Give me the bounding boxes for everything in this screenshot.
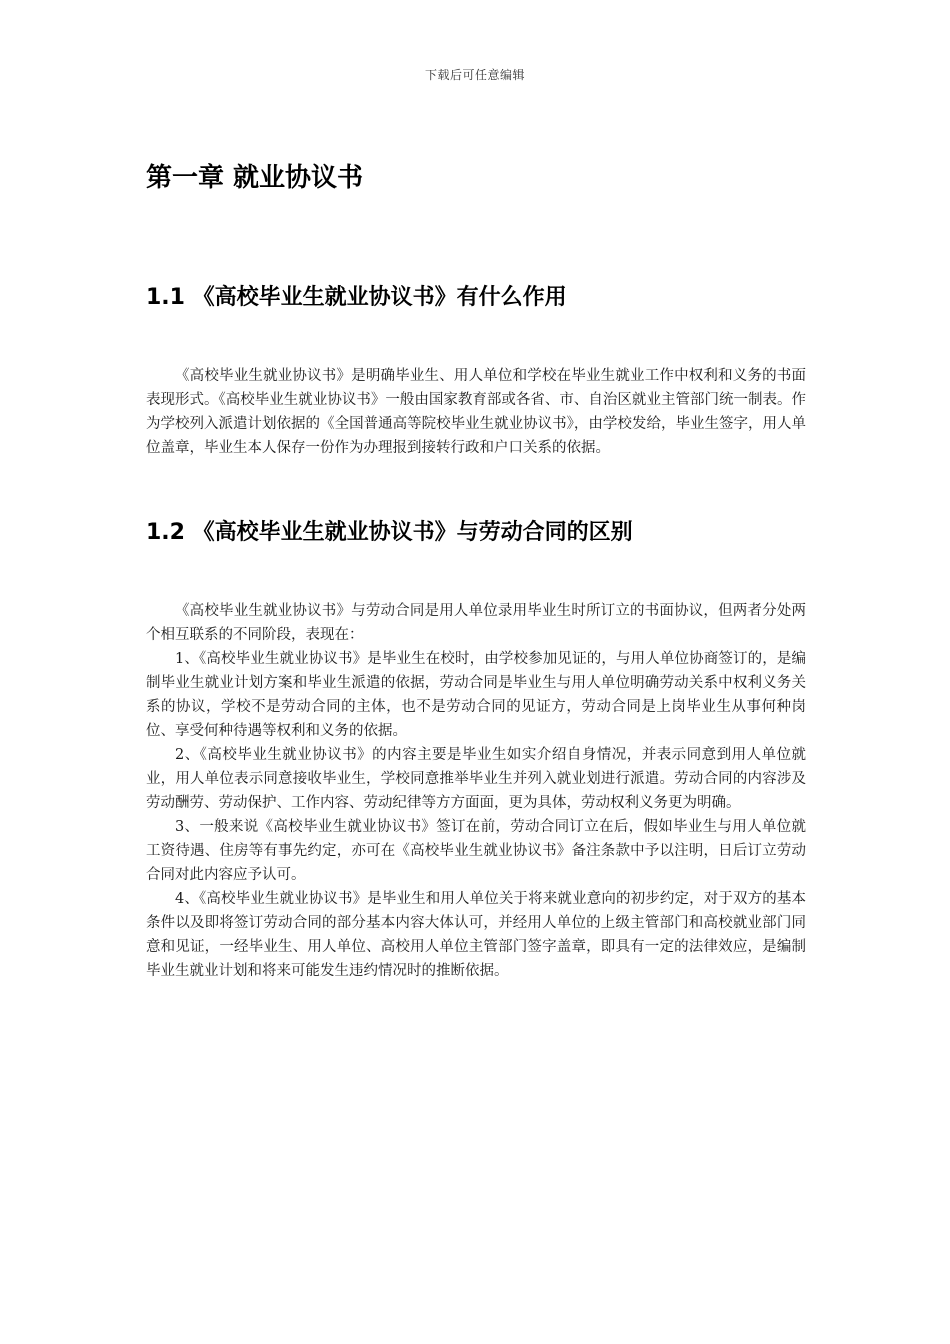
paragraph: 4、《高校毕业生就业协议书》是毕业生和用人单位关于将来就业意向的初步约定，对于双方的基本条件以及即将签订劳动合同的部分基本内容大体认可，并经用人单位的上级主管部门和高校就业部门同意和见证，一经毕业生、用人单位、高校用人单位主管部门签字盖章，即具有一定的法律效应，是编制毕业生就业计划和将来可能发生违约情况时的推断依据。 [146, 891, 806, 979]
paragraph: 《高校毕业生就业协议书》与劳动合同是用人单位录用毕业生时所订立的书面协议，但两者分处两个相互联系的不同阶段，表现在： [146, 603, 806, 643]
chapter-title: 第一章 就业协议书 [146, 163, 364, 193]
paragraph: 3、一般来说《高校毕业生就业协议书》签订在前，劳动合同订立在后，假如毕业生与用人单位就工资待遇、住房等有事先约定，亦可在《高校毕业生就业协议书》备注条款中予以注明，日后订立劳动合同对此内容应予认可。 [146, 819, 806, 883]
paragraph: 2、《高校毕业生就业协议书》的内容主要是毕业生如实介绍自身情况，并表示同意到用人单位就业，用人单位表示同意接收毕业生，学校同意推举毕业生并列入就业划进行派遣。劳动合同的内容涉及劳动酬劳、劳动保护、工作内容、劳动纪律等方方面面，更为具体，劳动权利义务更为明确。 [146, 747, 806, 811]
section-body-1-1 [146, 364, 806, 460]
section-title-1-2: 1.2 《高校毕业生就业协议书》与劳动合同的区别 [146, 520, 633, 545]
paragraph: 《高校毕业生就业协议书》是明确毕业生、用人单位和学校在毕业生就业工作中权利和义务的书面表现形式。《高校毕业生就业协议书》一般由国家教育部或各省、市、自治区就业主管部门统一制表。作为学校列入派遣计划依据的《全国普通高等院校毕业生就业协议书》，由学校发给，毕业生签字，用人单位盖章，毕业生本人保存一份作为办理报到接转行政和户口关系的依据。 [146, 368, 806, 456]
paragraph: 1、《高校毕业生就业协议书》是毕业生在校时，由学校参加见证的，与用人单位协商签订的，是编制毕业生就业计划方案和毕业生派遣的依据，劳动合同是毕业生与用人单位明确劳动关系中权利义务关系的协议，学校不是劳动合同的主体，也不是劳动合同的见证方，劳动合同是上岗毕业生从事何种岗位、享受何种待遇等权利和义务的依据。 [146, 651, 806, 739]
section-body-1-2 [146, 599, 806, 983]
section-title-1-1: 1.1 《高校毕业生就业协议书》有什么作用 [146, 285, 567, 310]
header-note: 下载后可任意编辑 [424, 68, 525, 82]
